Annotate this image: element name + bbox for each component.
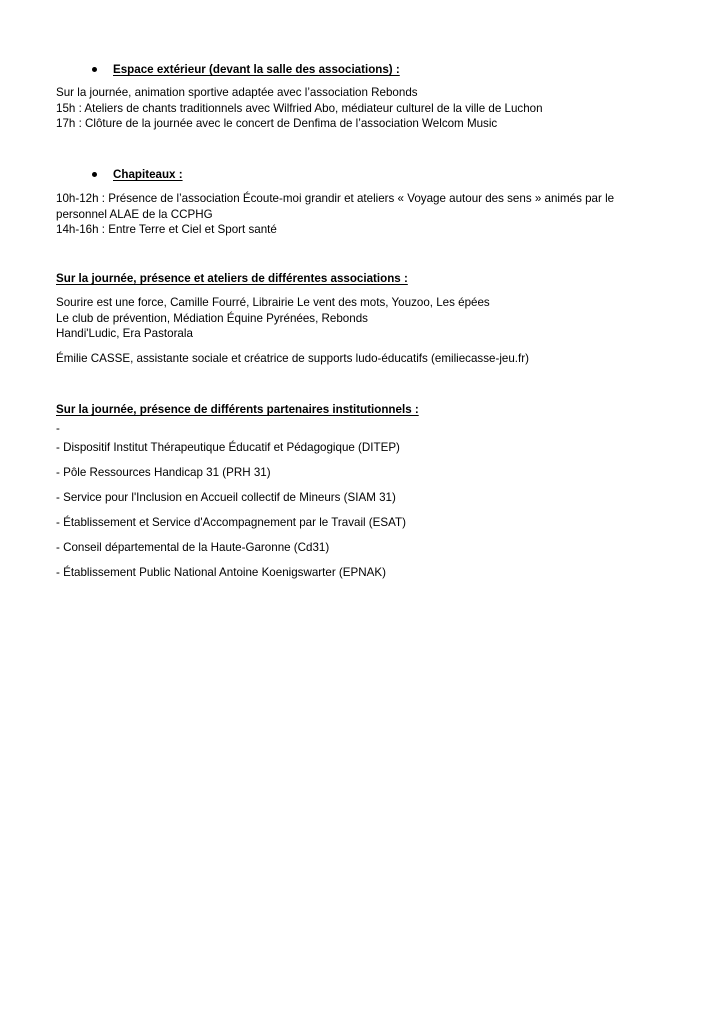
text-line: Sur la journée, animation sportive adaptée avec l’association Rebonds: [56, 86, 418, 99]
text-line: Sourire est une force, Camille Fourré, Librairie Le vent des mots, Youzoo, Les épées: [56, 296, 490, 309]
list-item: - Établissement et Service d'Accompagnement par le Travail (ESAT): [56, 516, 406, 529]
dash-line: -: [56, 422, 60, 435]
list-item: - Établissement Public National Antoine Koenigswarter (EPNAK): [56, 566, 386, 579]
section-body-chapiteaux: [56, 191, 662, 238]
list-item: - Pôle Ressources Handicap 31 (PRH 31): [56, 466, 271, 479]
section-heading-associations: Sur la journée, présence et ateliers de différentes associations :: [56, 272, 408, 285]
bullet-icon: [92, 172, 97, 177]
bullet-icon: [92, 67, 97, 72]
text-line: Le club de prévention, Médiation Équine Pyrénées, Rebonds: [56, 311, 368, 325]
list-item: - Dispositif Institut Thérapeutique Éducatif et Pédagogique (DITEP): [56, 441, 400, 454]
text-line-emilie-casse: Émilie CASSE, assistante sociale et créatrice de supports ludo-éducatifs (emiliecasse-jeu.fr): [56, 352, 529, 365]
list-item: - Conseil départemental de la Haute-Garonne (Cd31): [56, 541, 330, 554]
text-line: 15h : Ateliers de chants traditionnels avec Wilfried Abo, médiateur culturel de la ville de Luchon: [56, 101, 543, 115]
text-line: 10h-12h : Présence de l’association Écoute-moi grandir et ateliers « Voyage autour des sens » animés par le personnel ALAE de la CCPHG: [56, 192, 615, 221]
text-line: Handi'Ludic, Era Pastorala: [56, 327, 193, 340]
section-heading-chapiteaux: [56, 167, 183, 183]
text-line: 17h : Clôture de la journée avec le concert de Denfima de l’association Welcom Music: [56, 117, 498, 130]
text-line: 14h-16h : Entre Terre et Ciel et Sport santé: [56, 223, 277, 236]
section-heading-partenaires: Sur la journée, présence de différents partenaires institutionnels :: [56, 403, 419, 416]
heading-text: Espace extérieur (devant la salle des associations) :: [113, 63, 400, 76]
section-body-espace-exterieur: [56, 85, 676, 132]
section-body-associations: [56, 295, 676, 342]
heading-text: Chapiteaux :: [113, 168, 183, 181]
section-heading-espace-exterieur: [56, 62, 400, 78]
list-item: - Service pour l'Inclusion en Accueil collectif de Mineurs (SIAM 31): [56, 491, 396, 504]
